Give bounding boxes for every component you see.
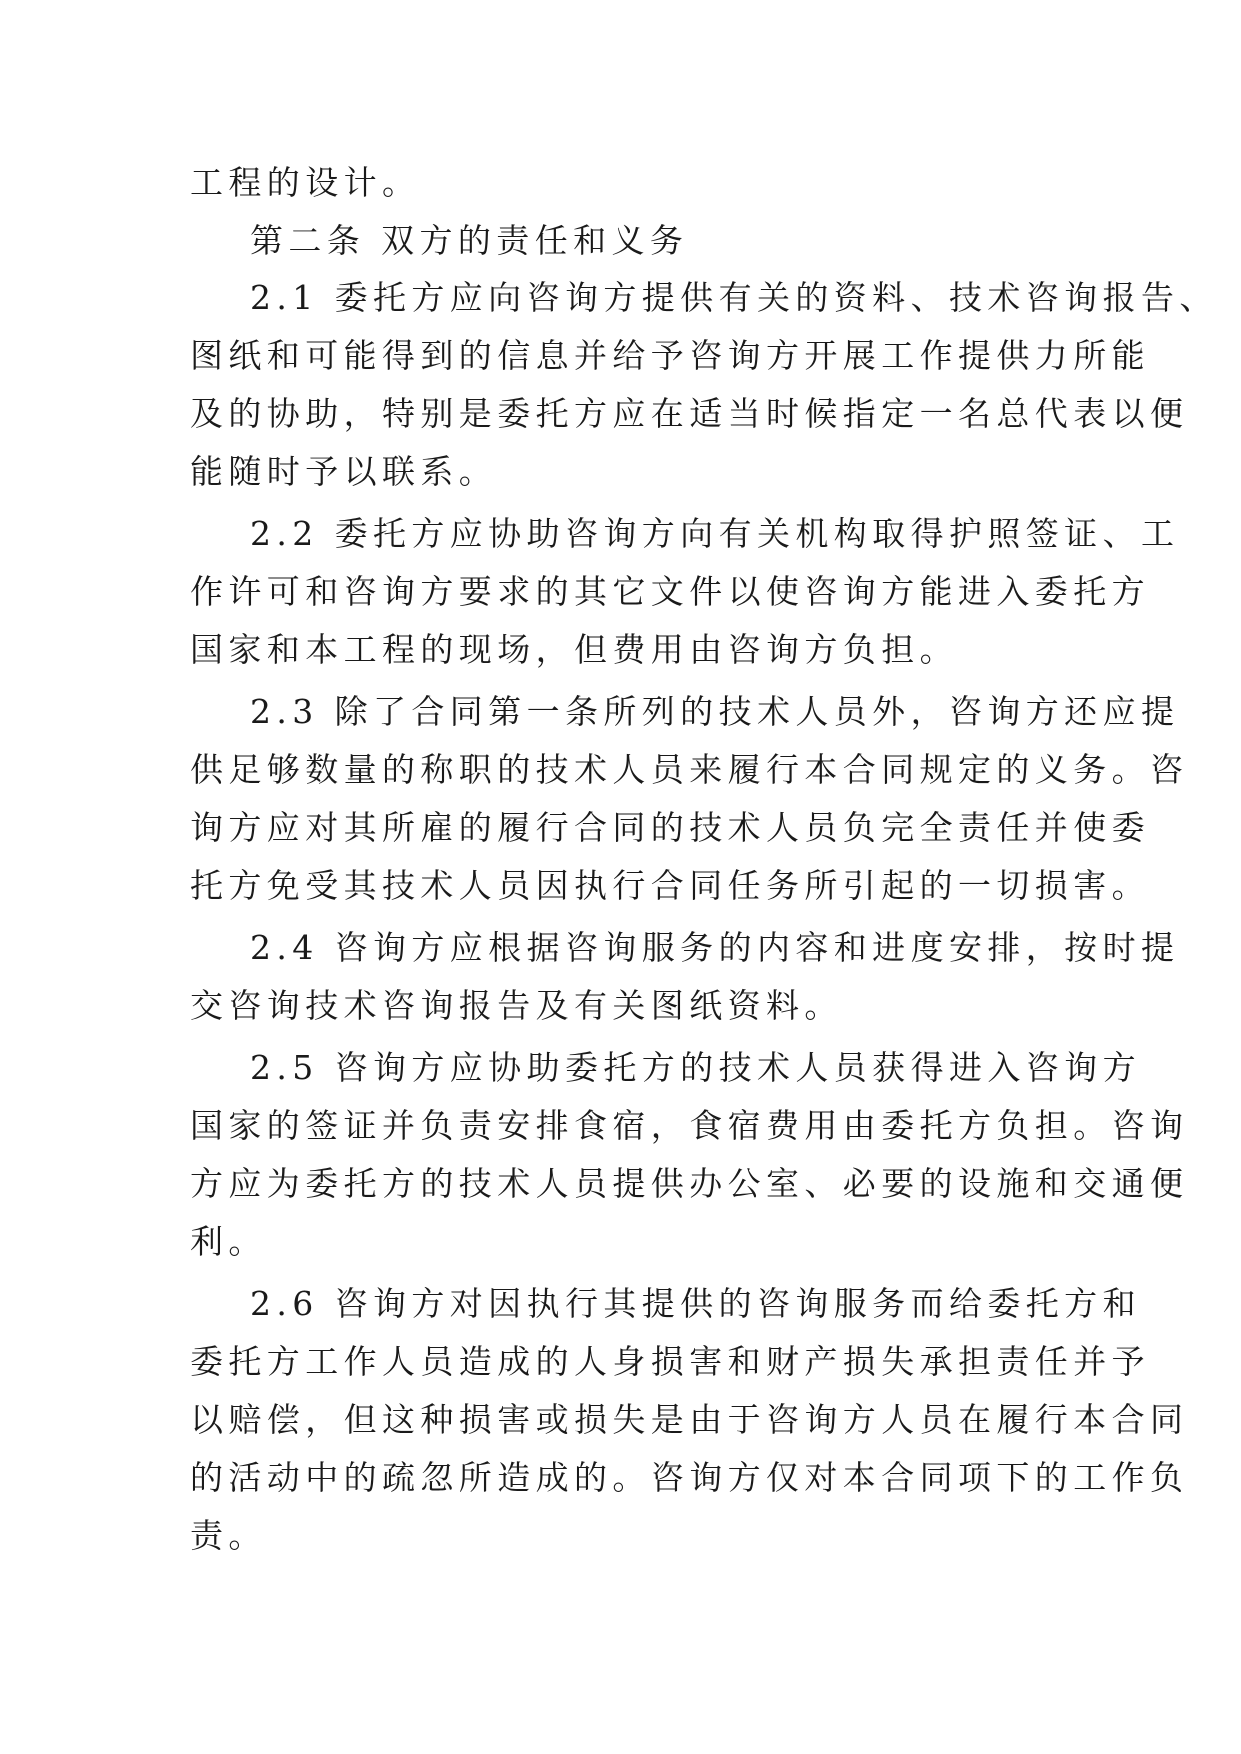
- text-line: 2.2 委托方应协助咨询方向有关机构取得护照签证、工: [250, 514, 1180, 553]
- text-line: 方应为委托方的技术人员提供办公室、必要的设施和交通便: [190, 1164, 1189, 1203]
- text-line: 供足够数量的称职的技术人员来履行本合同规定的义务。咨: [190, 750, 1189, 789]
- text-line: 图纸和可能得到的信息并给予咨询方开展工作提供力所能: [190, 336, 1150, 375]
- text-line: 交咨询技术咨询报告及有关图纸资料。: [190, 986, 843, 1025]
- text-line: 的活动中的疏忽所造成的。咨询方仅对本合同项下的工作负: [190, 1458, 1189, 1497]
- text-line: 及的协助，特别是委托方应在适当时候指定一名总代表以便: [190, 394, 1189, 433]
- text-line: 询方应对其所雇的履行合同的技术人员负完全责任并使委: [190, 808, 1150, 847]
- text-line: 能随时予以联系。: [190, 452, 498, 491]
- text-line: 2.5 咨询方应协助委托方的技术人员获得进入咨询方: [250, 1048, 1141, 1087]
- text-line: 工程的设计。: [190, 163, 421, 202]
- text-line: 国家和本工程的现场，但费用由咨询方负担。: [190, 630, 958, 669]
- text-line: 2.4 咨询方应根据咨询服务的内容和进度安排，按时提: [250, 928, 1180, 967]
- section-heading: 第二条 双方的责任和义务: [250, 221, 689, 260]
- text-line: 2.1 委托方应向咨询方提供有关的资料、技术咨询报告、: [250, 278, 1218, 317]
- text-line: 利。: [190, 1222, 267, 1261]
- text-line: 责。: [190, 1516, 267, 1555]
- text-line: 2.3 除了合同第一条所列的技术人员外，咨询方还应提: [250, 692, 1180, 731]
- text-line: 国家的签证并负责安排食宿，食宿费用由委托方负担。咨询: [190, 1106, 1189, 1145]
- text-line: 委托方工作人员造成的人身损害和财产损失承担责任并予: [190, 1342, 1150, 1381]
- text-line: 2.6 咨询方对因执行其提供的咨询服务而给委托方和: [250, 1284, 1141, 1323]
- text-line: 托方免受其技术人员因执行合同任务所引起的一切损害。: [190, 866, 1150, 905]
- text-line: 以赔偿，但这种损害或损失是由于咨询方人员在履行本合同: [190, 1400, 1189, 1439]
- text-line: 作许可和咨询方要求的其它文件以使咨询方能进入委托方: [190, 572, 1150, 611]
